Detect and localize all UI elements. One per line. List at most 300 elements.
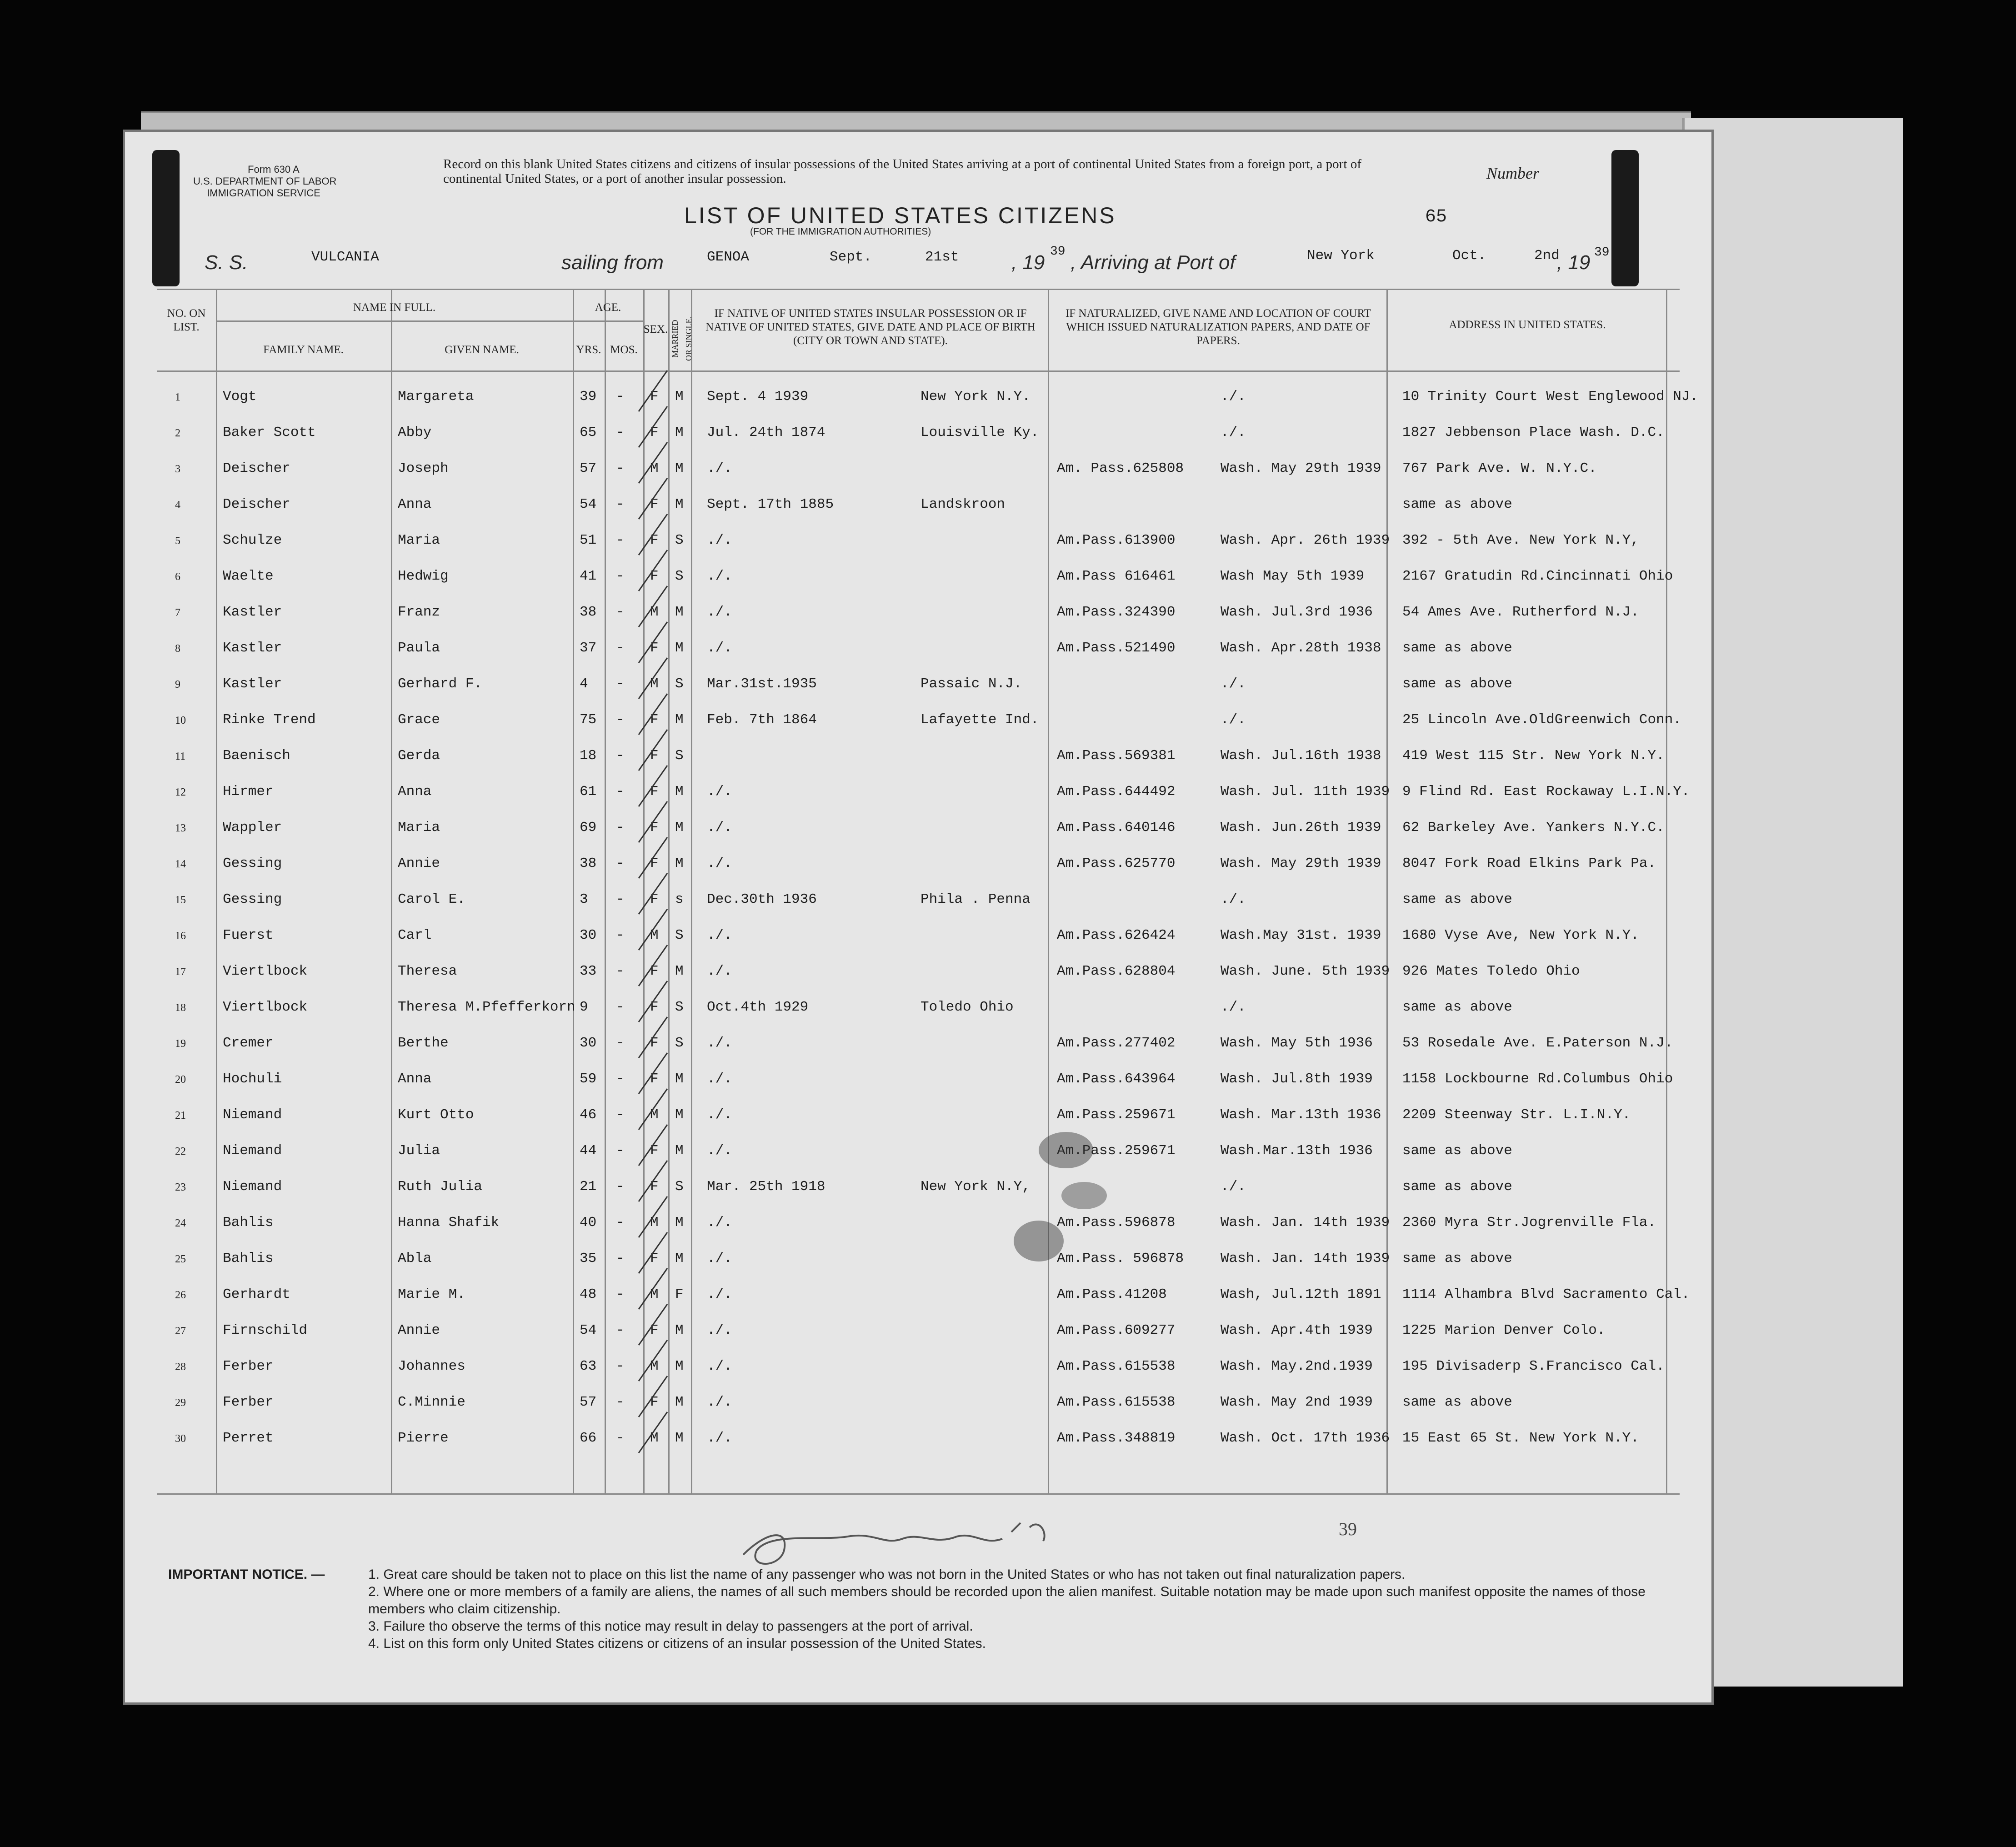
birth-date: Jul. 24th 1874 — [707, 425, 825, 440]
passport-number: Am.Pass.640146 — [1057, 820, 1176, 836]
age-months: - — [616, 1322, 625, 1338]
birth-date: ./. — [707, 1286, 732, 1302]
family-name: Ferber — [223, 1358, 274, 1374]
family-name: Baenisch — [223, 748, 290, 764]
row-number: 29 — [175, 1397, 186, 1409]
form-instructions: Record on this blank United States citizens and citizens of insular possessions of the United States arriving at a port of continental United States from a foreign port, a port of continental United States, or a port of another insular possession. — [443, 157, 1361, 186]
family-name: Rinke Trend — [223, 712, 316, 728]
header-mos: MOS. — [610, 344, 638, 356]
notice-item: 4. List on this form only United States citizens or citizens of an insular possession of the United States. — [368, 1636, 986, 1651]
row-number: 28 — [175, 1361, 186, 1373]
given-name: Berthe — [398, 1035, 449, 1051]
age-months: - — [616, 963, 625, 979]
inspector-signature — [730, 1514, 1061, 1573]
marital-status: S — [675, 532, 684, 548]
given-name: Anna — [398, 784, 432, 800]
row-number: 17 — [175, 966, 186, 978]
department-name: U.S. DEPARTMENT OF LABOR — [193, 175, 337, 187]
age-years: 33 — [580, 963, 597, 979]
family-name: Viertlbock — [223, 963, 308, 979]
birth-date: ./. — [707, 1394, 732, 1410]
arrival-month: Oct. — [1452, 248, 1486, 264]
us-address: same as above — [1402, 1179, 1512, 1195]
age-months: - — [616, 1179, 625, 1195]
marital-status: S — [675, 568, 684, 584]
court-and-date: ./. — [1221, 891, 1246, 907]
us-address: 62 Barkeley Ave. Yankers N.Y.C. — [1402, 820, 1665, 836]
binder-tab-left — [152, 150, 180, 286]
marital-status: M — [675, 1107, 684, 1123]
court-and-date: Wash. May 5th 1936 — [1221, 1035, 1373, 1051]
court-and-date: ./. — [1221, 1179, 1246, 1195]
birth-date: Mar. 25th 1918 — [707, 1179, 825, 1195]
table-row — [157, 667, 1680, 703]
age-months: - — [616, 389, 625, 405]
sailing-from-label: sailing from — [561, 251, 664, 274]
table-row — [157, 1277, 1690, 1313]
court-and-date: Wash. Jul. 11th 1939 — [1221, 784, 1390, 800]
sex: F — [650, 748, 659, 764]
table-row — [157, 1206, 1680, 1241]
age-years: 75 — [580, 712, 597, 728]
family-name: Schulze — [223, 532, 282, 548]
us-address: 1680 Vyse Ave, New York N.Y. — [1402, 927, 1639, 943]
age-years: 57 — [580, 1394, 597, 1410]
row-number: 22 — [175, 1146, 186, 1157]
row-number: 6 — [175, 571, 180, 583]
header-naturalized: IF NATURALIZED, GIVE NAME AND LOCATION OF COURT WHICH ISSUED NATURALIZATION PAPERS, AND DATE OF PAPERS. — [1065, 307, 1371, 347]
table-row — [157, 595, 1680, 631]
table-row — [157, 954, 1680, 990]
court-and-date: Wash May 5th 1939 — [1221, 568, 1365, 584]
table-row — [157, 811, 1680, 846]
birth-date: ./. — [707, 1251, 732, 1266]
row-number: 27 — [175, 1325, 186, 1337]
family-name: Deischer — [223, 496, 290, 512]
age-years: 61 — [580, 784, 597, 800]
family-name: Gessing — [223, 856, 282, 871]
court-and-date: Wash. Oct. 17th 1936 — [1221, 1430, 1390, 1446]
us-address: 1827 Jebbenson Place Wash. D.C. — [1402, 425, 1665, 440]
given-name: Abby — [398, 425, 432, 440]
table-row — [157, 1026, 1680, 1062]
sex: M — [650, 1215, 659, 1231]
us-address: 195 Divisaderp S.Francisco Cal. — [1402, 1358, 1665, 1374]
court-and-date: Wash. Jul.3rd 1936 — [1221, 604, 1373, 620]
arrival-day: 2nd — [1534, 248, 1560, 264]
form-number: Form 630 A — [248, 164, 300, 175]
family-name: Niemand — [223, 1179, 282, 1195]
departure-port: GENOA — [707, 249, 750, 265]
birth-date: ./. — [707, 1143, 732, 1159]
given-name: Julia — [398, 1143, 440, 1159]
marital-status: M — [675, 1143, 684, 1159]
marital-status: M — [675, 1215, 684, 1231]
court-and-date: Wash. Apr.4th 1939 — [1221, 1322, 1373, 1338]
age-months: - — [616, 748, 625, 764]
table-row — [157, 380, 1699, 415]
family-name: Cremer — [223, 1035, 274, 1051]
departure-day: 21st — [925, 249, 959, 265]
age-months: - — [616, 568, 625, 584]
age-years: 54 — [580, 1322, 597, 1338]
inspection-stamp — [1007, 1114, 1134, 1273]
family-name: Waelte — [223, 568, 274, 584]
page-subtitle: (FOR THE IMMIGRATION AUTHORITIES) — [750, 226, 931, 237]
age-months: - — [616, 1071, 625, 1087]
birth-date: Dec.30th 1936 — [707, 891, 817, 907]
age-months: - — [616, 1394, 625, 1410]
family-name: Firnschild — [223, 1322, 308, 1338]
sex: M — [650, 604, 659, 620]
us-address: same as above — [1402, 1143, 1512, 1159]
age-years: 69 — [580, 820, 597, 836]
passport-number: Am.Pass.324390 — [1057, 604, 1176, 620]
notice-item: 1. Great care should be taken not to place on this list the name of any passenger who was not born in the United States or who has not taken out final naturalization papers. — [368, 1567, 1406, 1582]
court-and-date: Wash.May 31st. 1939 — [1221, 927, 1381, 943]
marital-status: S — [675, 748, 684, 764]
age-months: - — [616, 1251, 625, 1266]
family-name: Baker Scott — [223, 425, 316, 440]
given-name: Hedwig — [398, 568, 449, 584]
us-address: same as above — [1402, 496, 1512, 512]
birth-date: ./. — [707, 1107, 732, 1123]
ship-name: VULCANIA — [311, 249, 379, 265]
court-and-date: Wash. May 29th 1939 — [1221, 460, 1381, 476]
age-years: 40 — [580, 1215, 597, 1231]
age-months: - — [616, 1035, 625, 1051]
birth-date: ./. — [707, 568, 732, 584]
us-address: same as above — [1402, 676, 1512, 692]
sex: F — [650, 856, 659, 871]
arriving-label: , Arriving at Port of — [1071, 251, 1236, 274]
table-row — [157, 1134, 1680, 1170]
us-address: 2167 Gratudin Rd.Cincinnati Ohio — [1402, 568, 1673, 584]
family-name: Bahlis — [223, 1251, 274, 1266]
sex: F — [650, 389, 659, 405]
header-address: ADDRESS IN UNITED STATES. — [1449, 319, 1606, 331]
us-address: 1158 Lockbourne Rd.Columbus Ohio — [1402, 1071, 1673, 1087]
age-months: - — [616, 532, 625, 548]
passport-number: Am.Pass.609277 — [1057, 1322, 1176, 1338]
given-name: Maria — [398, 532, 440, 548]
row-number: 9 — [175, 679, 180, 691]
marital-status: M — [675, 1430, 684, 1446]
table-row — [157, 1062, 1680, 1098]
court-and-date: Wash. Apr. 26th 1939 — [1221, 532, 1390, 548]
court-and-date: ./. — [1221, 676, 1246, 692]
us-address: 2360 Myra Str.Jogrenville Fla. — [1402, 1215, 1656, 1231]
passport-number: Am.Pass.626424 — [1057, 927, 1176, 943]
sex: M — [650, 927, 659, 943]
manifest-page — [123, 130, 1714, 1705]
birth-date: ./. — [707, 1035, 732, 1051]
us-address: 926 Mates Toledo Ohio — [1402, 963, 1580, 979]
row-number: 4 — [175, 499, 180, 511]
table-row — [157, 1385, 1680, 1421]
birth-date: ./. — [707, 1322, 732, 1338]
court-and-date: Wash. Jun.26th 1939 — [1221, 820, 1381, 836]
given-name: Annie — [398, 1322, 440, 1338]
court-and-date: Wash. Jan. 14th 1939 — [1221, 1215, 1390, 1231]
passport-number: Am.Pass.615538 — [1057, 1358, 1176, 1374]
sex: F — [650, 712, 659, 728]
court-and-date: ./. — [1221, 425, 1246, 440]
given-name: Johannes — [398, 1358, 465, 1374]
birth-date: Oct.4th 1929 — [707, 999, 809, 1015]
us-address: 25 Lincoln Ave.OldGreenwich Conn. — [1402, 712, 1681, 728]
sex: F — [650, 1035, 659, 1051]
header-name-in-full: NAME IN FULL. — [353, 301, 436, 314]
birth-date: Feb. 7th 1864 — [707, 712, 817, 728]
age-years: 37 — [580, 640, 597, 656]
court-and-date: Wash. Jul.16th 1938 — [1221, 748, 1381, 764]
us-address: 8047 Fork Road Elkins Park Pa. — [1402, 856, 1656, 871]
marital-status: M — [675, 1394, 684, 1410]
given-name: Anna — [398, 1071, 432, 1087]
binder-tab-right — [1611, 150, 1639, 286]
table-bottom-rule — [157, 1493, 1680, 1495]
given-name: Marie M. — [398, 1286, 465, 1302]
row-number: 19 — [175, 1038, 186, 1050]
marital-status: M — [675, 712, 684, 728]
age-months: - — [616, 1286, 625, 1302]
sex: F — [650, 963, 659, 979]
sex: F — [650, 999, 659, 1015]
row-number: 12 — [175, 786, 186, 798]
notice-items — [368, 1566, 1668, 1652]
birth-date: ./. — [707, 604, 732, 620]
age-months: - — [616, 496, 625, 512]
marital-status: S — [675, 927, 684, 943]
us-address: same as above — [1402, 1251, 1512, 1266]
passport-number: Am. Pass.625808 — [1057, 460, 1184, 476]
passport-number: Am.Pass.277402 — [1057, 1035, 1176, 1051]
table-row — [157, 1313, 1680, 1349]
court-and-date: Wash. May 29th 1939 — [1221, 856, 1381, 871]
us-address: 2209 Steenway Str. L.I.N.Y. — [1402, 1107, 1631, 1123]
age-years: 54 — [580, 496, 597, 512]
court-and-date: Wash. Jul.8th 1939 — [1221, 1071, 1373, 1087]
table-row — [157, 990, 1680, 1026]
passport-number: Am.Pass.644492 — [1057, 784, 1176, 800]
given-name: Annie — [398, 856, 440, 871]
passport-number: Am.Pass.521490 — [1057, 640, 1176, 656]
given-name: Ruth Julia — [398, 1179, 483, 1195]
age-years: 38 — [580, 856, 597, 871]
check-mark — [638, 370, 668, 412]
court-and-date: ./. — [1221, 389, 1246, 405]
marital-status: M — [675, 856, 684, 871]
marital-status: M — [675, 1322, 684, 1338]
given-name: C.Minnie — [398, 1394, 465, 1410]
family-name: Kastler — [223, 604, 282, 620]
passport-number: Am.Pass.348819 — [1057, 1430, 1176, 1446]
birth-date: ./. — [707, 820, 732, 836]
age-months: - — [616, 820, 625, 836]
given-name: Margareta — [398, 389, 474, 405]
family-name: Gessing — [223, 891, 282, 907]
marital-status: S — [675, 676, 684, 692]
marital-status: M — [675, 389, 684, 405]
row-number: 21 — [175, 1110, 186, 1121]
table-row — [157, 703, 1680, 739]
table-row — [157, 523, 1680, 559]
table-row — [157, 1241, 1680, 1277]
table-row — [157, 415, 1680, 451]
given-name: Theresa M.Pfefferkorn — [398, 999, 575, 1015]
sex: F — [650, 1071, 659, 1087]
age-months: - — [616, 1107, 625, 1123]
ss-label: S. S. — [205, 251, 248, 274]
sex: F — [650, 640, 659, 656]
family-name: Niemand — [223, 1143, 282, 1159]
age-years: 21 — [580, 1179, 597, 1195]
birth-place: Landskroon — [920, 496, 1005, 512]
family-name: Niemand — [223, 1107, 282, 1123]
sex: M — [650, 1286, 659, 1302]
us-address: 392 - 5th Ave. New York N.Y, — [1402, 532, 1639, 548]
table-row — [157, 559, 1680, 595]
us-address: same as above — [1402, 640, 1512, 656]
marital-status: M — [675, 784, 684, 800]
header-age: AGE. — [595, 301, 621, 314]
birth-date: ./. — [707, 640, 732, 656]
passport-number: Am.Pass.569381 — [1057, 748, 1176, 764]
age-months: - — [616, 1358, 625, 1374]
us-address: 53 Rosedale Ave. E.Paterson N.J. — [1402, 1035, 1673, 1051]
given-name: Joseph — [398, 460, 449, 476]
birth-date: ./. — [707, 856, 732, 871]
age-years: 48 — [580, 1286, 597, 1302]
birth-date: ./. — [707, 784, 732, 800]
underlying-sheet — [1682, 118, 1903, 1687]
family-name: Hochuli — [223, 1071, 282, 1087]
age-years: 44 — [580, 1143, 597, 1159]
age-months: - — [616, 1215, 625, 1231]
row-number: 24 — [175, 1217, 186, 1229]
marital-status: M — [675, 1358, 684, 1374]
list-number: 65 — [1425, 207, 1447, 227]
birth-date: ./. — [707, 1215, 732, 1231]
age-years: 65 — [580, 425, 597, 440]
court-and-date: ./. — [1221, 999, 1246, 1015]
sex: F — [650, 1394, 659, 1410]
sex: F — [650, 891, 659, 907]
passport-number: Am.Pass.259671 — [1057, 1143, 1176, 1159]
given-name: Carol E. — [398, 891, 465, 907]
age-months: - — [616, 1430, 625, 1446]
family-name: Vogt — [223, 389, 257, 405]
arrival-port: New York — [1307, 248, 1375, 264]
age-years: 63 — [580, 1358, 597, 1374]
birth-place: Lafayette Ind. — [920, 712, 1039, 728]
row-number: 11 — [175, 751, 186, 762]
us-address: same as above — [1402, 999, 1512, 1015]
table-row — [157, 631, 1680, 667]
table-top-rule — [157, 289, 1680, 290]
marital-status: S — [675, 999, 684, 1015]
age-months: - — [616, 856, 625, 871]
birth-date: Sept. 4 1939 — [707, 389, 809, 405]
row-number: 2 — [175, 427, 180, 439]
us-address: 10 Trinity Court West Englewood NJ. — [1402, 389, 1699, 405]
row-number: 14 — [175, 858, 186, 870]
sex: F — [650, 568, 659, 584]
notice-item: 3. Failure tho observe the terms of this notice may result in delay to passengers at the port of arrival. — [368, 1619, 973, 1634]
table-row — [157, 918, 1680, 954]
passport-number: Am.Pass.613900 — [1057, 532, 1176, 548]
age-years: 38 — [580, 604, 597, 620]
us-address: same as above — [1402, 891, 1512, 907]
family-name: Viertlbock — [223, 999, 308, 1015]
age-months: - — [616, 1143, 625, 1159]
age-years: 30 — [580, 927, 597, 943]
us-address: 419 West 115 Str. New York N.Y. — [1402, 748, 1665, 764]
header-family-name: FAMILY NAME. — [263, 344, 344, 356]
court-and-date: Wash. June. 5th 1939 — [1221, 963, 1390, 979]
header-native-birth: IF NATIVE OF UNITED STATES INSULAR POSSESSION OR IF NATIVE OF UNITED STATES, GIVE DATE AND PLACE OF BIRTH (CITY OR TOWN AND STATE). — [705, 307, 1036, 347]
row-number: 15 — [175, 894, 186, 906]
sex: M — [650, 676, 659, 692]
birth-date: ./. — [707, 1430, 732, 1446]
sex: M — [650, 1430, 659, 1446]
given-name: Gerhard F. — [398, 676, 483, 692]
court-and-date: Wash. Jan. 14th 1939 — [1221, 1251, 1390, 1266]
marital-status: M — [675, 963, 684, 979]
marital-status: M — [675, 1071, 684, 1087]
row-number: 23 — [175, 1181, 186, 1193]
age-years: 66 — [580, 1430, 597, 1446]
header-bottom-rule — [157, 370, 1680, 372]
marital-status: M — [675, 640, 684, 656]
age-months: - — [616, 999, 625, 1015]
row-number: 10 — [175, 715, 186, 726]
service-name: IMMIGRATION SERVICE — [207, 187, 320, 199]
marital-status: M — [675, 425, 684, 440]
us-address: 1225 Marion Denver Colo. — [1402, 1322, 1606, 1338]
marital-status: M — [675, 1251, 684, 1266]
age-years: 4 — [580, 676, 588, 692]
table-row — [157, 1421, 1680, 1457]
age-months: - — [616, 927, 625, 943]
table-row — [157, 882, 1680, 918]
table-row — [157, 846, 1680, 882]
family-name: Wappler — [223, 820, 282, 836]
row-number: 3 — [175, 463, 180, 475]
page-count-annotation: 39 — [1339, 1519, 1357, 1539]
marital-status: S — [675, 1179, 684, 1195]
marital-status: M — [675, 460, 684, 476]
age-months: - — [616, 891, 625, 907]
given-name: Hanna Shafik — [398, 1215, 500, 1231]
birth-place: Louisville Ky. — [920, 425, 1039, 440]
court-and-date: ./. — [1221, 712, 1246, 728]
row-number: 30 — [175, 1433, 186, 1445]
age-years: 18 — [580, 748, 597, 764]
birth-date: Sept. 17th 1885 — [707, 496, 834, 512]
sex: M — [650, 460, 659, 476]
birth-place: Phila . Penna — [920, 891, 1031, 907]
row-number: 16 — [175, 930, 186, 942]
table-row — [157, 739, 1680, 775]
court-and-date: Wash. May.2nd.1939 — [1221, 1358, 1373, 1374]
us-address: 15 East 65 St. New York N.Y. — [1402, 1430, 1639, 1446]
age-months: - — [616, 460, 625, 476]
given-name: Carl — [398, 927, 432, 943]
marital-status: F — [675, 1286, 684, 1302]
family-name: Gerhardt — [223, 1286, 290, 1302]
